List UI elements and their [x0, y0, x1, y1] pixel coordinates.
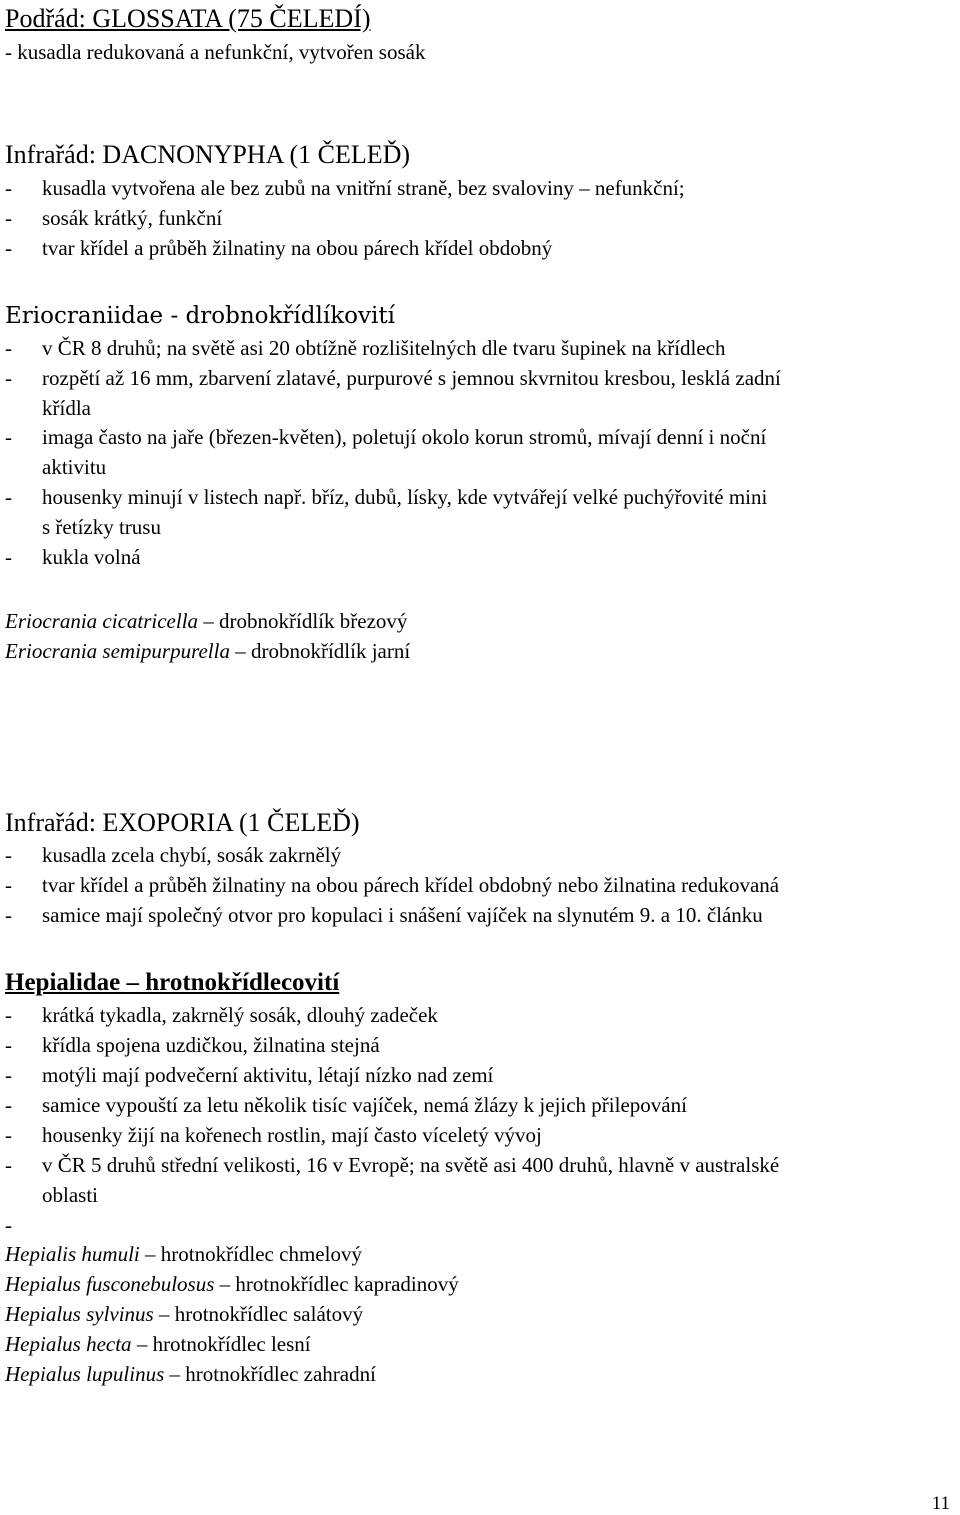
bullet-dash: -: [5, 425, 12, 449]
glossata-note: - kusadla redukovaná a nefunkční, vytvořen sosák: [5, 40, 426, 64]
species-line: [5, 1269, 459, 1299]
species-latin: Hepialus lupulinus: [5, 1362, 165, 1386]
species-line: [5, 606, 407, 636]
heading-glossata: Podřád: GLOSSATA (75 ČELEDÍ): [5, 4, 371, 33]
page-number: 11: [931, 1493, 950, 1514]
species-czech: – hrotnokřídlec salátový: [153, 1302, 364, 1326]
heading-dacnonypha: Infrařád: DACNONYPHA (1 ČELEĎ): [5, 140, 411, 169]
bullet-dash: -: [5, 1153, 12, 1177]
species-czech: – hrotnokřídlec zahradní: [164, 1362, 376, 1386]
eriocraniidae-item: imaga často na jaře (březen-květen), poletují okolo korun stromů, mívají denní i noční: [42, 425, 767, 449]
species-line: [5, 1239, 362, 1269]
bullet-dash: -: [5, 336, 12, 360]
bullet-dash: -: [5, 545, 12, 569]
species-czech: – hrotnokřídlec lesní: [131, 1332, 311, 1356]
heading-exoporia: Infrařád: EXOPORIA (1 ČELEĎ): [5, 808, 360, 837]
eriocraniidae-item: rozpětí až 16 mm, zbarvení zlatavé, purpurové s jemnou skvrnitou kresbou, lesklá zadní: [42, 366, 781, 390]
species-czech: – hrotnokřídlec kapradinový: [214, 1272, 459, 1296]
bullet-dash: -: [5, 485, 12, 509]
bullet-dash: -: [5, 1093, 12, 1117]
heading-eriocraniidae: Eriocraniidae - drobnokřídlíkovití: [5, 303, 395, 329]
species-latin: Hepialus hecta: [5, 1332, 132, 1356]
bullet-dash-empty: -: [5, 1213, 12, 1237]
hepialidae-item: krátká tykadla, zakrnělý sosák, dlouhý zadeček: [42, 1003, 438, 1027]
species-latin: Eriocrania semipurpurella: [5, 639, 230, 663]
bullet-dash: -: [5, 903, 12, 927]
dacnonypha-item: tvar křídel a průběh žilnatiny na obou párech křídel obdobný: [42, 236, 553, 260]
eriocraniidae-item: v ČR 8 druhů; na světě asi 20 obtížně rozlišitelných dle tvaru šupinek na křídlech: [42, 336, 726, 360]
species-czech: – hrotnokřídlec chmelový: [139, 1242, 362, 1266]
hepialidae-item: motýli mají podvečerní aktivitu, létají nízko nad zemí: [42, 1063, 494, 1087]
bullet-dash: -: [5, 236, 12, 260]
heading-hepialidae-text: Hepialidae – hrotnokřídlecovití: [5, 969, 340, 996]
bullet-dash: -: [5, 1033, 12, 1057]
species-latin: Hepialus fusconebulosus: [5, 1272, 215, 1296]
eriocraniidae-item-cont: s řetízky trusu: [42, 515, 161, 539]
bullet-dash: -: [5, 1123, 12, 1147]
exoporia-item: kusadla zcela chybí, sosák zakrnělý: [42, 843, 342, 867]
bullet-dash: -: [5, 176, 12, 200]
eriocraniidae-item: housenky minují v listech např. bříz, dubů, lísky, kde vytvářejí velké puchýřovité mini: [42, 485, 768, 509]
bullet-dash: -: [5, 873, 12, 897]
species-line: [5, 636, 410, 666]
eriocraniidae-item-cont: křídla: [42, 396, 91, 420]
dacnonypha-item: kusadla vytvořena ale bez zubů na vnitřní straně, bez svaloviny – nefunkční;: [42, 176, 685, 200]
hepialidae-item: housenky žijí na kořenech rostlin, mají často víceletý vývoj: [42, 1123, 542, 1147]
species-czech: – drobnokřídlík jarní: [229, 639, 411, 663]
heading-hepialidae: [5, 968, 339, 998]
bullet-dash: -: [5, 843, 12, 867]
species-line: [5, 1329, 311, 1359]
hepialidae-item: samice vypouští za letu několik tisíc vajíček, nemá žlázy k jejich přilepování: [42, 1093, 687, 1117]
dacnonypha-item: sosák krátký, funkční: [42, 206, 223, 230]
hepialidae-item: křídla spojena uzdičkou, žilnatina stejná: [42, 1033, 380, 1057]
hepialidae-item: v ČR 5 druhů střední velikosti, 16 v Evropě; na světě asi 400 druhů, hlavně v australské: [42, 1153, 780, 1177]
eriocraniidae-item: kukla volná: [42, 545, 141, 569]
species-latin: Hepialus sylvinus: [5, 1302, 154, 1326]
hepialidae-item-cont: oblasti: [42, 1183, 98, 1207]
species-line: [5, 1359, 376, 1389]
species-czech: – drobnokřídlík březový: [198, 609, 408, 633]
species-latin: Eriocrania cicatricella: [5, 609, 199, 633]
bullet-dash: -: [5, 366, 12, 390]
bullet-dash: -: [5, 1003, 12, 1027]
species-line: [5, 1299, 363, 1329]
bullet-dash: -: [5, 206, 12, 230]
eriocraniidae-item-cont: aktivitu: [42, 455, 107, 479]
species-latin: Hepialis humuli: [5, 1242, 140, 1266]
bullet-dash: -: [5, 1063, 12, 1087]
exoporia-item: tvar křídel a průběh žilnatiny na obou párech křídel obdobný nebo žilnatina redukovaná: [42, 873, 780, 897]
exoporia-item: samice mají společný otvor pro kopulaci i snášení vajíček na slynutém 9. a 10. článku: [42, 903, 763, 927]
